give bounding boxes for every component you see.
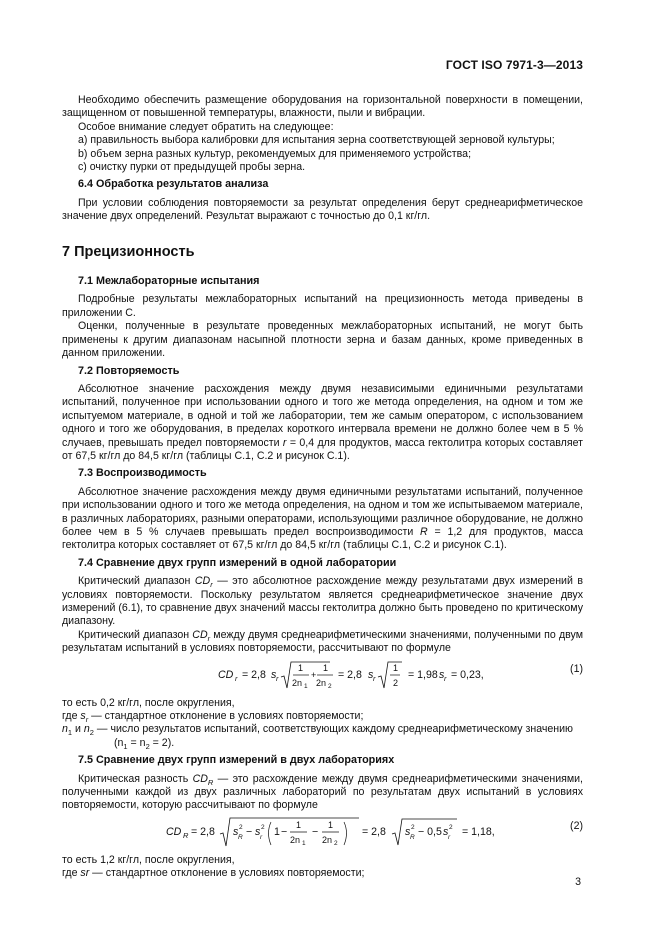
formula-2: [62, 816, 583, 850]
text-run: = 0,4 для продуктов, масса гектолитра которых составляет от 67,5 кг/гл до 84,5 кг/гл (таблицы С.1, С.2 и рисунок С.1).: [62, 436, 583, 462]
text-run: — стандартное отклонение в условиях повторяемости;: [88, 710, 364, 723]
eq2-equals: = 2,8: [191, 825, 215, 838]
eq1-s2-sub: r: [373, 673, 376, 683]
eq2-sr-2: s: [443, 825, 449, 838]
eq1-result: = 1,98: [408, 668, 438, 681]
text-run: — это расхождение между двумя среднеарифметическими значениями, полученными каждой из двух различных лабораторий по результатам двух испытаний в условиях повторяемости, которую рассчитывают по формуле: [62, 772, 583, 812]
eq1-den-2: 2n: [316, 677, 327, 688]
symbol: R: [420, 525, 428, 538]
document-body: [62, 94, 583, 881]
eq1-mid: = 2,8: [338, 668, 362, 681]
eq1-lhs: CD: [218, 668, 234, 681]
text-run: где: [62, 867, 81, 880]
text-run: — число результатов испытаний, соответствующих каждому среднеарифметическому значению: [93, 723, 573, 736]
text-run: (n: [114, 736, 124, 749]
text-run: Абсолютное значение расхождения между двумя независимыми единичными результатами испытаний, полученное при использовании одного и того же метода определения, на одном и том же испытуемом материале, в одной и той же лаборатории, тем же самым оператором, с использованием одного и того же оборудования, в пределах короткого интервала времени не должно более чем в 5 % случаев, превышать предел повторяемости: [62, 382, 583, 449]
eq2-den-1: 2n: [290, 834, 301, 845]
paragraph: Особое внимание следует обратить на следующее:: [78, 120, 334, 133]
symbol: r: [282, 436, 287, 449]
eq2-result: = 1,18,: [462, 825, 495, 838]
paragraph: [62, 486, 583, 553]
eq1-result-tail: = 0,23,: [451, 668, 484, 681]
eq2-sR-2: s: [405, 825, 411, 838]
section-heading: 7.3 Воспроизводимость: [78, 467, 207, 480]
text-run: между двумя среднеарифметическими значениями, полученными по двум результатам испытаний в условиях повторяемости, рассчитывают по формуле: [62, 628, 583, 655]
text-run: — это абсолютное расхождение между результатами двух измерений в условиях повторяемости. Поскольку результатом является среднеарифметическое значение двух измерений (6.1), то сравнение двух значений массы гектолитра должно быть проведено по критическому диапазону.: [62, 575, 583, 628]
section-heading: 7.4 Сравнение двух групп измерений в одной лаборатории: [78, 556, 397, 569]
eq1-num-3: 1: [393, 662, 399, 673]
text-run: Критический диапазон: [78, 575, 195, 588]
text-run: где: [62, 710, 81, 723]
eq1-den-1-sub: 1: [304, 682, 308, 690]
eq1-lhs-sub: r: [235, 673, 238, 683]
eq2-sR-2-sub: R: [410, 833, 415, 841]
paragraph: то есть 0,2 кг/гл, после округления,: [62, 696, 235, 709]
list-item: c) очистку пурки от предыдущей пробы зерна.: [78, 161, 306, 174]
paragraph: Оценки, полученные в результате проведенных межлабораторных испытаний, не могут быть применены к другим диапазонам насыпной плотности зерна и базам данных, кроме приведенных в данном приложении.: [62, 320, 583, 360]
section-heading: 7.2 Повторяемость: [78, 364, 180, 377]
paragraph: [62, 737, 583, 750]
eq2-num-2: 1: [328, 819, 334, 830]
symbol: CD: [192, 772, 208, 785]
list-item: a) правильность выбора калибровки для испытания зерна соответствующей зерновой культуры;: [78, 134, 555, 147]
eq2-sR-sub: R: [238, 833, 243, 841]
symbol: CD: [194, 575, 211, 588]
text-run: — стандартное отклонение в условиях повторяемости;: [89, 867, 365, 880]
eq1-s2: s: [368, 668, 374, 681]
paragraph: [62, 710, 583, 723]
symbol-subscript: 2: [145, 741, 150, 751]
paragraph: [62, 723, 583, 736]
paragraph: [62, 773, 583, 813]
eq1-den-1: 2n: [292, 677, 303, 688]
text-run: = 2).: [149, 736, 175, 749]
eq1-num-2: 1: [323, 662, 329, 673]
eq2-den-2-sub: 2: [334, 839, 338, 847]
symbol-subscript: r: [85, 715, 89, 725]
eq1-s3-sub: r: [444, 673, 447, 683]
eq2-sr-2-sub: r: [448, 833, 451, 841]
symbol-subscript: r: [210, 580, 213, 590]
section-heading: 6.4 Обработка результатов анализа: [78, 178, 269, 191]
chapter-heading: 7 Прецизионность: [62, 243, 195, 260]
eq2-lhs: CD: [166, 825, 182, 838]
text-run: Критическая разность: [78, 772, 193, 785]
symbol-subscript: 2: [89, 728, 94, 738]
eq2-sR-sq: 2: [239, 823, 243, 831]
text-run: = 1,2 для продуктов, масса гектолитра которых составляет от 67,5 кг/гл до 84,5 кг/гл (таблицы С.1, С.2 и рисунок С.1).: [62, 525, 583, 552]
equation-number: (2): [570, 819, 583, 832]
eq1-num-1: 1: [298, 662, 304, 673]
text-run: Абсолютное значение расхождения между двумя единичными результатами испытаний, полученное при использовании одного и того же метода определения, на одном и том же испытываемом материале, в различных лабораториях, разными операторами, использующими различное оборудование, не должно более чем в 5 % случаев превышать предел воспроизводимости: [62, 485, 583, 538]
symbol: n: [83, 723, 90, 736]
paragraph: [62, 867, 583, 880]
eq2-one: 1: [274, 825, 280, 838]
eq2-sr-2-sq: 2: [449, 823, 453, 831]
eq1-s: s: [271, 668, 277, 681]
symbol-subscript: 1: [123, 741, 128, 751]
eq2-sR: s: [233, 825, 239, 838]
symbol-subscript: R: [207, 777, 214, 787]
eq1-den-2-sub: 2: [328, 682, 332, 690]
eq2-minus: −: [246, 825, 253, 838]
eq2-den-1-sub: 1: [302, 839, 306, 847]
paragraph: [62, 383, 583, 463]
eq2-lhs-sub: R: [183, 830, 189, 840]
paragraph: то есть 1,2 кг/гл, после округления,: [62, 853, 235, 866]
section-heading: 7.1 Межлабораторные испытания: [78, 275, 260, 288]
equation-number: (1): [570, 662, 583, 675]
eq2-sr: s: [255, 825, 261, 838]
eq1-equals: = 2,8: [242, 668, 266, 681]
eq2-den-2: 2n: [322, 834, 333, 845]
eq2-half: − 0,5: [418, 825, 442, 838]
eq2-sr-sq: 2: [261, 823, 265, 831]
eq2-sr-sub: r: [260, 833, 263, 841]
eq2-sR-2-sq: 2: [411, 823, 415, 831]
paragraph: Необходимо обеспечить размещение оборудования на горизонтальной поверхности в помещении, защищенном от повышенной температуры, влажности, пыли и вибрации.: [62, 94, 583, 120]
eq2-minus-2: −: [281, 825, 288, 838]
eq2-mid: = 2,8: [362, 825, 386, 838]
eq2-num-1: 1: [296, 819, 302, 830]
symbol: s: [80, 710, 86, 723]
text-run: = n: [127, 736, 146, 749]
eq1-den-3: 2: [393, 677, 399, 688]
eq1-s3: s: [439, 668, 445, 681]
paragraph: [62, 575, 583, 629]
formula-1: [62, 659, 583, 693]
eq1-plus: +: [311, 669, 317, 680]
text-run: и: [72, 723, 84, 736]
symbol-subscript: r: [207, 633, 211, 643]
eq1-s-sub: r: [276, 673, 279, 683]
document-code: ГОСТ ISO 7971-3—2013: [445, 58, 583, 72]
section-heading: 7.5 Сравнение двух групп измерений в двух лабораториях: [78, 754, 395, 767]
symbol: n: [62, 723, 68, 736]
paragraph: Подробные результаты межлабораторных испытаний на прецизионность метода приведены в приложении С.: [62, 293, 583, 319]
page-number: 3: [575, 876, 581, 888]
symbol: CD: [192, 628, 208, 641]
list-item: b) объем зерна разных культур, рекомендуемых для применяемого устройства;: [78, 147, 472, 160]
paragraph: [62, 629, 583, 656]
paragraph: При условии соблюдения повторяемости за результат определения берут среднеарифметическое значение двух определений. Результат выражают с точностью до 0,1 кг/гл.: [62, 196, 583, 223]
eq2-minus-3: −: [312, 825, 319, 838]
text-run: Критический диапазон: [78, 628, 193, 641]
symbol-subscript: 1: [67, 728, 73, 738]
symbol: sr: [80, 867, 90, 880]
